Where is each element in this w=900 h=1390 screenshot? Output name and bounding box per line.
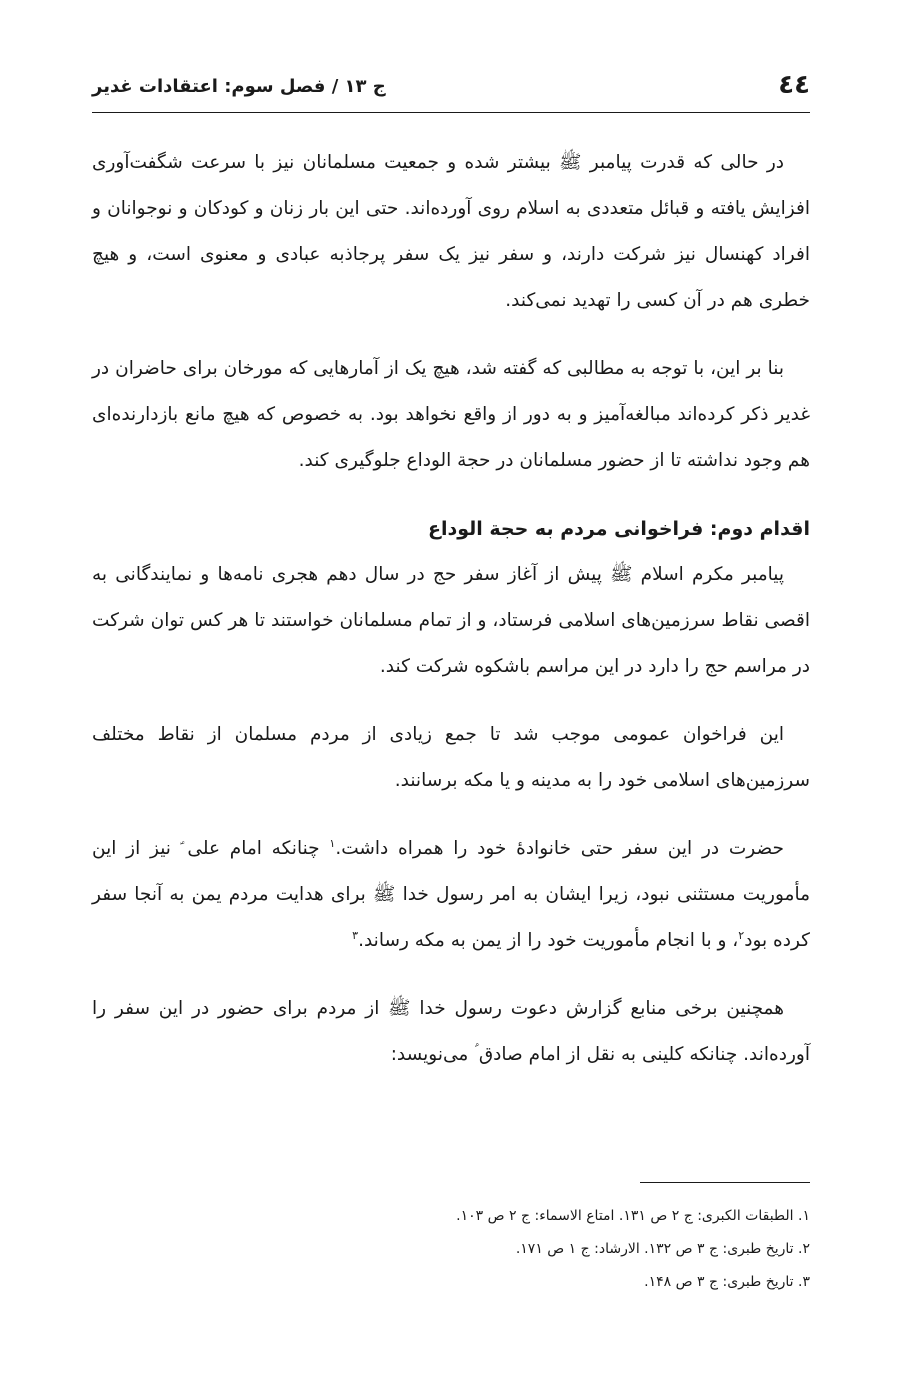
- footnote-2: ۲. تاریخ طبری: ج ۳ ص ۱۳۲. الارشاد: ج ۱ ص ۱۷۱.: [515, 1241, 810, 1257]
- paragraph-5-part-a: حضرت در این سفر حتی خانوادۀ خود را همراه داشت.: [335, 838, 784, 859]
- footnote-ref-1[interactable]: ۱: [329, 836, 336, 850]
- page-header: [92, 66, 810, 113]
- paragraph-3: پیامبر مکرم اسلام ﷺ پیش از آغاز سفر حج در سال دهم هجری نامه‌ها و نمایندگانی به اقصی نقاط سرزمین‌های اسلامی فرستاد، و از تمام مسلمانان خواستند تا هر کس توان شرکت در مراسم حج را دارد در این مراسم باشکوه شرکت کند.: [92, 564, 810, 677]
- paragraph-5: [92, 826, 810, 964]
- footnote-1: ۱. الطبقات الکبری: ج ۲ ص ۱۳۱. امتاع الاسماء: ج ۲ ص ۱۰۳.: [456, 1208, 810, 1224]
- paragraph-2: بنا بر این، با توجه به مطالبی که گفته شد، هیچ یک از آمارهایی که مورخان برای حاضران در غدیر ذکر کرده‌اند مبالغه‌آمیز و به دور از واقع نخواهد بود. به خصوص که هیچ مانع بازدارنده‌ای هم وجود نداشته تا از حضور مسلمانان در حجة الوداع جلوگیری کند.: [92, 358, 810, 471]
- paragraph-1: در حالی که قدرت پیامبر ﷺ بیشتر شده و جمعیت مسلمانان نیز با سرعت شگفت‌آوری افزایش یافته و قبائل متعددی به اسلام روی آورده‌اند. حتی این بار زنان و کودکان و نوجوانان و افراد کهنسال نیز شرکت دارند، و سفر نیز یک سفر پرجاذبه عبادی و معنوی است، و هیچ خطری هم در آن کسی را تهدید نمی‌کند.: [92, 152, 810, 311]
- footnote-3: ۳. تاریخ طبری: ج ۳ ص ۱۴۸.: [644, 1274, 810, 1290]
- book-page: [92, 0, 810, 1390]
- running-title: ج ۱۳ / فصل سوم: اعتقادات غدیر: [92, 76, 386, 97]
- body-text: [92, 140, 810, 1100]
- page-number: ٤٤: [778, 70, 810, 100]
- paragraph-6: همچنین برخی منابع گزارش دعوت رسول خدا ﷺ از مردم برای حضور در این سفر را آورده‌اند. چنانکه کلینی به نقل از امام صادق ؑ می‌نویسد:: [92, 998, 810, 1065]
- footnote-ref-3[interactable]: ۳: [352, 928, 359, 942]
- footnotes: [92, 1200, 810, 1299]
- footnote-divider: [640, 1182, 810, 1183]
- section-heading: اقدام دوم: فراخوانی مردم به حجة الوداع: [427, 518, 810, 540]
- footnote-ref-2[interactable]: ۲: [738, 928, 745, 942]
- paragraph-4: این فراخوان عمومی موجب شد تا جمع زیادی از مردم مسلمان از نقاط مختلف سرزمین‌های اسلامی خود را به مدینه و یا مکه برسانند.: [92, 724, 810, 791]
- paragraph-5-part-c: ، و با انجام مأموریت خود را از یمن به مکه رساند.: [358, 930, 739, 951]
- paragraph-5-part-b: چنانکه امام علی ؑ نیز از این مأموریت مستثنی نبود، زیرا ایشان به امر رسول خدا ﷺ برای هدایت مردم یمن به آنجا سفر کرده بود: [92, 838, 810, 951]
